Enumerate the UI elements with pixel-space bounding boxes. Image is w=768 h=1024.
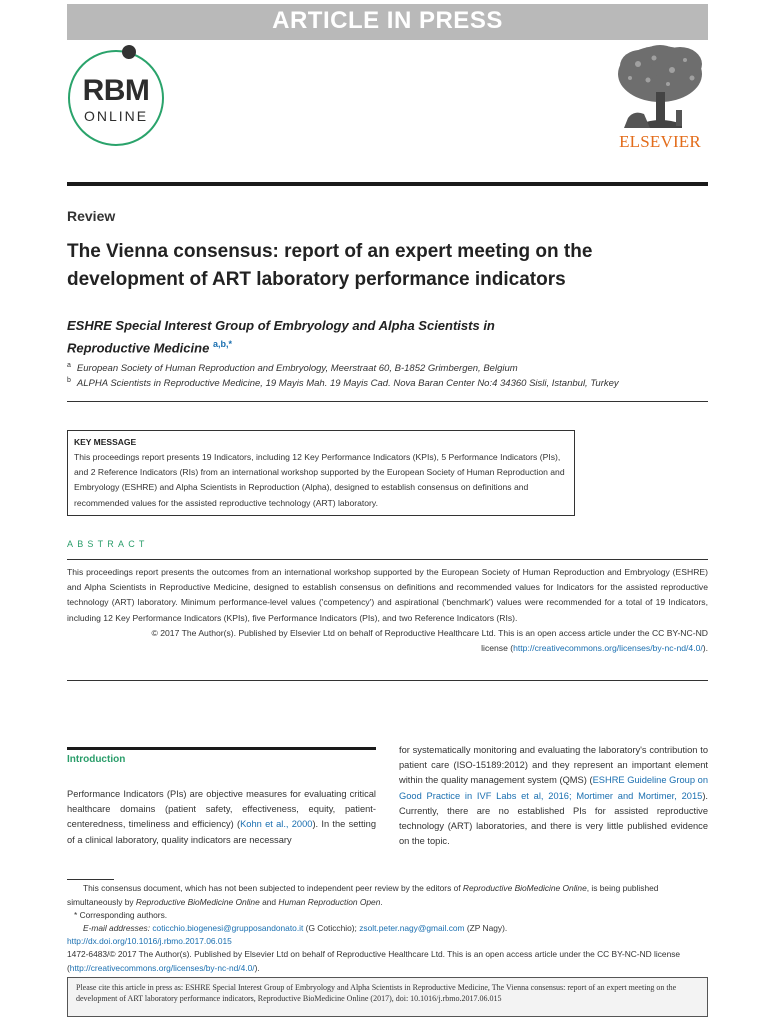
license-prefix: license (: [481, 643, 514, 654]
introduction-right-column: [399, 743, 708, 849]
affiliation-mark: a: [67, 362, 71, 369]
author-group: [67, 316, 707, 357]
footnote-text: .: [380, 896, 383, 907]
journal-name: Reproductive BioMedicine Online: [462, 883, 587, 893]
issn-text: 1472-6483/© 2017 The Author(s). Published by Elsevier Ltd on behalf of Reproductive Healthcare Ltd. This is an open access article under the CC BY-NC-ND license (: [67, 949, 681, 973]
journal-name: Human Reproduction Open: [278, 896, 381, 907]
introduction-left-column: [67, 787, 376, 848]
doi-link[interactable]: http://dx.doi.org/10.1016/j.rbmo.2017.06.015: [67, 936, 232, 946]
key-message-heading: KEY MESSAGE: [74, 437, 137, 447]
logo-main-text: RBM: [82, 74, 150, 107]
author-marks[interactable]: a,b,*: [212, 339, 232, 349]
intro-text: for systematically monitoring and evaluating the laboratory's contribution to patient care (ISO-15189:2012) and they represent an important element within the quality management system (QMS) (: [399, 745, 708, 786]
article-title: The Vienna consensus: report of an expert meeting on the development of ART laboratory performance indicators: [67, 241, 593, 290]
footnote-rule: [67, 879, 114, 880]
affiliation-divider: [67, 401, 708, 402]
ref-kohn[interactable]: Kohn et al., 2000: [240, 819, 313, 830]
elsevier-logo: [610, 44, 710, 154]
affiliation-text: European Society of Human Reproduction and Embryology, Meerstraat 60, B-1852 Grimbergen, Belgium: [76, 363, 518, 375]
article-in-press-banner: ARTICLE IN PRESS: [67, 4, 708, 40]
issn-text: ).: [254, 962, 260, 973]
abstract-top-rule: [67, 559, 708, 560]
key-message-box: [67, 430, 575, 516]
header-divider: [67, 182, 708, 186]
author-line-1: ESHRE Special Interest Group of Embryology and Alpha Scientists in: [67, 318, 495, 333]
introduction-heading: Introduction: [67, 754, 126, 765]
footnote-text: , is being published simultaneously by: [67, 883, 659, 907]
email-link-coticchio[interactable]: coticchio.biogenesi@grupposandonato.it: [152, 923, 304, 933]
email-label: E-mail addresses:: [83, 923, 153, 933]
footnote-issn: [67, 948, 708, 975]
intro-text: ). Currently, there are no established PIs for assisted reproductive technology (ART) laboratories, and there is very little published evidence on the topic.: [399, 790, 708, 847]
citation-box: Please cite this article in press as: ESHRE Special Interest Group of Embryology and Alpha Scientists in Reproductive Medicine, The Vienna consensus: report of an expert meeting on the development of ART laboratory performance indicators, Reproductive BioMedicine Online (2017), doi: 10.1016/j.rbmo.2017.06.015: [67, 977, 708, 1017]
footnote-corresponding: * Corresponding authors.: [74, 910, 168, 920]
issn-license-link[interactable]: http://creativecommons.org/licenses/by-nc-nd/4.0/: [69, 962, 255, 973]
logo-sub-text: ONLINE: [83, 108, 149, 124]
abstract-copyright-line-1: © 2017 The Author(s). Published by Elsevier Ltd on behalf of Reproductive Healthcare Ltd. This is an open access article under the CC BY-NC-ND: [151, 627, 708, 638]
affiliation-text: ALPHA Scientists in Reproductive Medicine, 19 Mayis Mah. 19 Mayis Cad. Nova Baran Center No:4 34360 Sisli, Istanbul, Turkey: [76, 378, 619, 390]
abstract-heading: ABSTRACT: [67, 539, 149, 549]
footnote-emails: [67, 922, 724, 936]
email-owner: (G Coticchio);: [303, 923, 360, 933]
license-link[interactable]: http://creativecommons.org/licenses/by-nc-nd/4.0/: [513, 643, 703, 654]
footnote-doi: [67, 935, 708, 949]
intro-text: Performance Indicators (PIs) are objective measures for evaluating critical healthcare domains (patient safety, effectiveness, equity, patient-centeredness, timeliness and efficiency) (: [67, 789, 376, 830]
affiliation-mark: b: [67, 377, 71, 384]
affiliation-b: [67, 377, 619, 389]
logo-dot: [122, 45, 136, 59]
email-owner: (ZP Nagy).: [464, 923, 508, 933]
rbm-online-logo: [66, 44, 170, 150]
footnote-text: and: [259, 896, 279, 907]
key-message-text: This proceedings report presents 19 Indicators, including 12 Key Performance Indicators (KPIs), 5 Performance Indicators (PIs), and 2 Reference Indicators (RIs) from an international workshop supported by the European Society of Human Reproduction and Embryology (ESHRE) and Alpha Scientists in Reproduction (Alpha), designed to establish consensus on definitions and recommended values for the assisted reproductive technology (ART) laboratory.: [74, 452, 565, 508]
affiliation-a: [67, 362, 518, 374]
license-suffix: ).: [702, 643, 708, 654]
intro-text: ). In the setting of a clinical laboratory, quality indicators are necessary: [67, 819, 376, 845]
author-line-2: [67, 335, 707, 357]
abstract-text: This proceedings report presents the outcomes from an international workshop supported by the European Society of Human Reproduction and Embryology (ESHRE) and Alpha Scientists in Reproductive Medicine, designed to establish consensus on definitions and recommended values for Indicators for the assisted reproductive technology (ART) laboratory. Minimum performance-level values ('competency') and aspirational ('benchmark') values were recommended for a total of 19 Indicators, including 12 Key Performance Indicators (KPIs), five Performance Indicators (PIs), and two Reference Indicators (RIs).: [67, 567, 708, 623]
article-type: Review: [67, 208, 116, 224]
abstract-body: [67, 565, 708, 656]
footnote-consensus: [67, 882, 708, 909]
elsevier-wordmark: ELSEVIER: [619, 132, 701, 151]
abstract-bottom-rule: [67, 680, 708, 681]
email-link-nagy[interactable]: zsolt.peter.nagy@gmail.com: [359, 923, 465, 933]
elsevier-tree-icon: [610, 44, 710, 132]
footnote-text: This consensus document, which has not been subjected to independent peer review by the editors of: [83, 883, 463, 893]
abstract-copyright-line-2: [67, 641, 708, 656]
journal-name: Reproductive BioMedicine Online: [135, 896, 260, 907]
author-name: Reproductive Medicine: [67, 340, 210, 356]
ref-eshre-mortimer[interactable]: ESHRE Guideline Group on Good Practice in IVF Labs et al, 2016; Mortimer and Mortimer, 2015: [399, 775, 708, 801]
introduction-rule: [67, 747, 376, 750]
